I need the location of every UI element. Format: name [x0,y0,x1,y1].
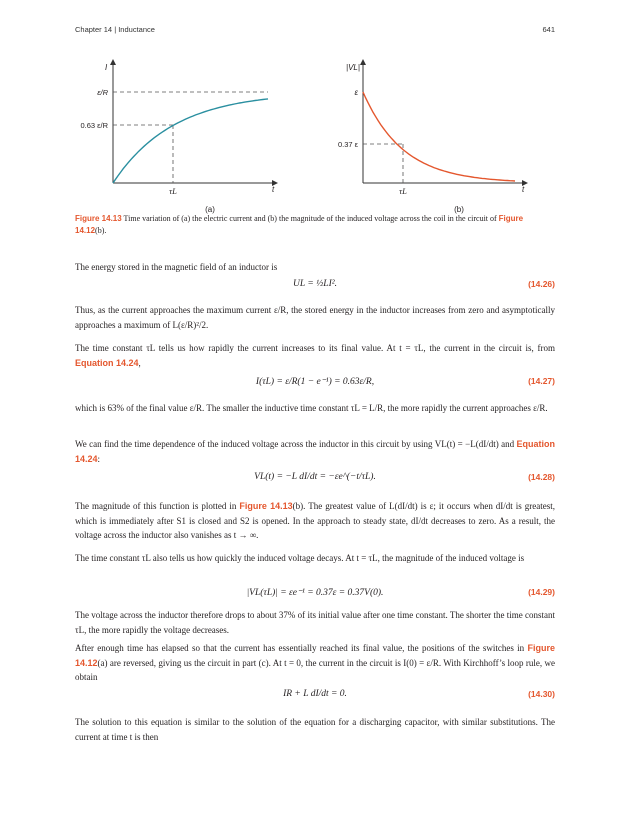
p3-text: The time constant τL tells us how rapidly the current increases to its final value. At t = τL, the current in the circuit is, from [75,343,555,353]
eq-number: (14.27) [528,376,555,386]
para-magnitude-plot [75,499,555,543]
para-induced-voltage [75,437,555,466]
p5-text: We can find the time dependence of the induced voltage across the inductor in this circuit by using VL(t) = −L(dI/dt) and [75,439,515,449]
a-xtick: τL [169,186,177,196]
equation-14-30 [75,689,555,707]
para-time-constant [75,341,555,370]
eq-expr: VL(t) = −L dI/dt = −εe^(−t/τL). [254,472,376,482]
b-panel-label: (b) [454,205,464,214]
equation-14-24-link-2[interactable]: Equation 14.24 [75,439,555,464]
a-xlabel: t [272,185,275,194]
eq-expr: |VL(τL)| = εe⁻¹ = 0.37ε = 0.37V(0). [246,588,384,598]
para-37-percent: The voltage across the inductor therefore drops to about 37% of its initial value after one time constant. The shorter the time constant τL, the more rapidly the voltage decreases. [75,610,555,635]
caption-tail: (b). [95,226,107,235]
para-63-percent: which is 63% of the final value ε/R. The smaller the inductive time constant τL = L/R, the more rapidly the current approaches ε/R. [75,403,548,413]
b-tick-mid: 0.37 ε [337,140,358,149]
running-header: Chapter 14 | Inductance [75,25,155,34]
caption-ref-link[interactable]: Figure 14.12 [75,214,524,235]
a-ylabel: I [105,63,108,72]
para-switches-reversed [75,641,555,685]
eq-expr: IR + L dI/dt = 0. [283,689,347,699]
a-current-curve [113,99,268,183]
page-number: 641 [542,25,555,34]
eq-number: (14.29) [528,587,555,597]
panel-a [80,62,275,214]
equation-14-24-link[interactable]: Equation 14.24 [75,357,139,368]
equation-14-26 [75,279,555,297]
a-tick-mid: 0.63 ε/R [80,121,108,130]
b-ylabel: |VL| [346,63,360,72]
eq-number: (14.28) [528,472,555,482]
p6-tail: (b). The greatest value of L(dI/dt) is ε; it occurs when dI/dt is greatest, which is immediately after S1 is closed and S2 is opened. In the approach to steady state, dI/dt decreases to zero. As a result, the voltage across the inductor also vanishes as t → ∞. [75,501,556,540]
figure-14-12-link[interactable]: Figure 14.12 [75,643,555,668]
p6-text: The magnitude of this function is plotted in [75,501,237,511]
equation-14-29 [75,587,555,605]
panel-b [338,62,525,214]
p9-text: After enough time has elapsed so that the current has essentially reached its final value, the positions of the switches in [75,643,525,653]
para-solution: The solution to this equation is similar to the solution of the equation for a discharging capacitor, with similar substitutions. The current at time t is then [75,717,555,742]
a-tick-top: ε/R [97,88,108,97]
p3-tail: , [138,357,141,368]
b-voltage-curve [363,92,515,181]
p5-tail: : [97,453,101,464]
eq-number: (14.26) [528,279,555,289]
para-energy-max: Thus, as the current approaches the maximum current ε/R, the stored energy in the inductor increases from zero and asymptotically approaches a maximum of L(ε/R)²/2. [75,305,555,330]
eq-expr: I(τL) = ε/R(1 − e⁻¹) = 0.63ε/R, [255,377,375,387]
caption-text: Time variation of (a) the electric current and (b) the magnitude of the induced voltage across the coil in the circuit of [123,214,497,223]
equation-14-28 [75,472,555,490]
a-panel-label: (a) [205,205,215,214]
figure-14-13-link[interactable]: Figure 14.13 [239,501,293,511]
eq-expr: UL = ½LI². [293,279,337,289]
b-xtick: τL [399,186,407,196]
caption-label: Figure 14.13 [75,214,122,223]
para-voltage-decay: The time constant τL also tells us how quickly the induced voltage decays. At t = τL, the magnitude of the induced voltage is [75,553,525,563]
figure-caption [75,213,555,237]
eq-number: (14.30) [528,689,555,699]
para-energy-intro: The energy stored in the magnetic field of an inductor is [75,262,278,272]
equation-14-27 [75,376,555,394]
figure-14-13 [0,0,630,215]
b-tick-top: ε [354,88,358,97]
p9-tail: (a) are reversed, giving us the circuit in part (c). At t = 0, the current in the circuit is I(0) = ε/R. With Kirchhoff’s loop rule, we obtain [75,657,555,682]
b-xlabel: t [522,185,525,194]
